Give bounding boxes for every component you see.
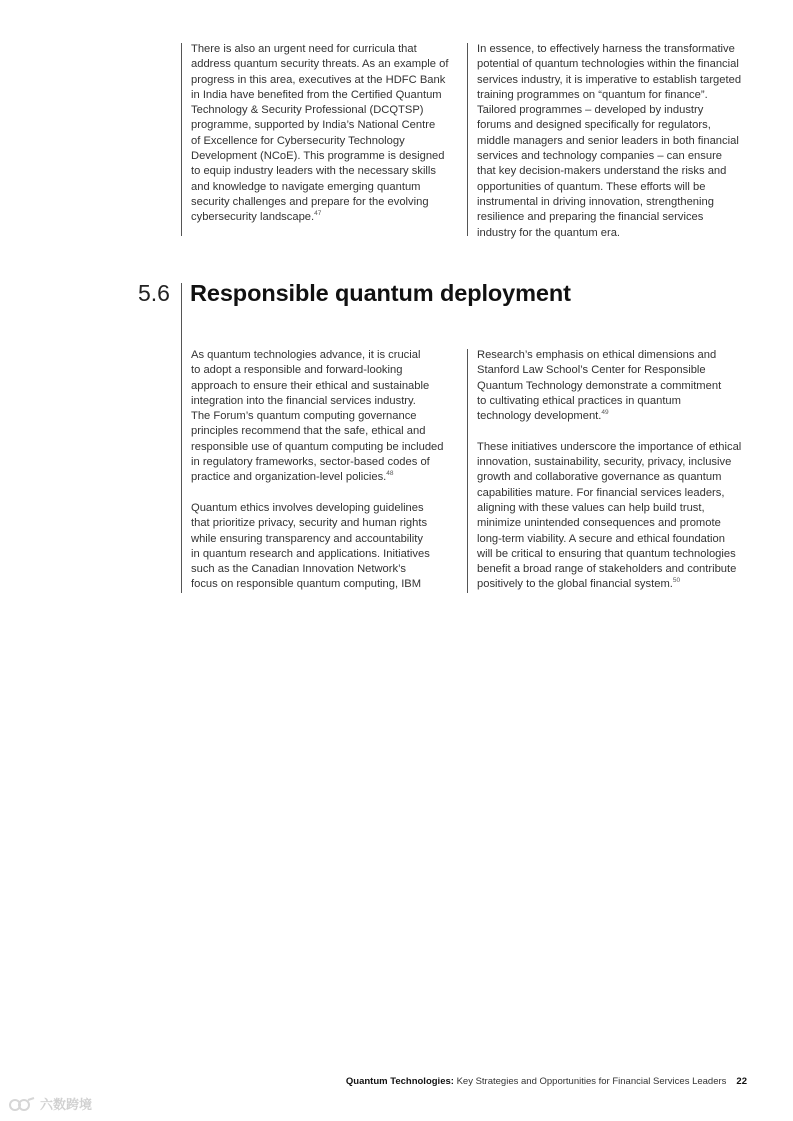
body-column-top-right bbox=[477, 42, 757, 241]
paragraph: As quantum technologies advance, it is crucial to adopt a responsible and forward-looking approach to ensure their ethical and sustainable integration into the financial services industry. The Forum’s quantum computing governance principles recommend that the safe, ethical and responsible use of quantum computing be included in regulatory frameworks, sector-based codes of practice and organization-level policies.$^{48}$ bbox=[191, 349, 444, 484]
section-heading-rule bbox=[181, 283, 182, 593]
page-number: 22 bbox=[736, 1076, 747, 1087]
paragraph: Quantum ethics involves developing guidelines that prioritize privacy, security and human rights while ensuring transparency and accountability in quantum research and applications. Initiatives such as the Canadian Innovation Network’s focus on responsible quantum computing, IBM bbox=[191, 501, 430, 591]
watermark-text: 六数跨境 bbox=[40, 1097, 93, 1112]
footnote-ref[interactable]: 50 bbox=[672, 577, 681, 585]
column-rule-top-left bbox=[181, 43, 182, 236]
section-title: Responsible quantum deployment bbox=[190, 280, 571, 306]
footer-title-bold: Quantum Technologies: bbox=[345, 1076, 454, 1087]
body-column-top-left bbox=[191, 42, 466, 226]
paragraph: In essence, to effectively harness the transformative potential of quantum technologies within the financial services industry, it is imperative to establish targeted training programmes on “quantum for finance”. Tailored programmes – developed by industry forums and designed specifically for regulators, middle managers and senior leaders in both financial services and technology companies – can ensure that key decision-makers understand the risks and opportunities of quantum. These efforts will be instrumental in driving innovation, strengthening resilience and preparing the financial services industry for the quantum era. bbox=[477, 43, 742, 239]
paragraph: These initiatives underscore the importance of ethical innovation, sustainability, security, privacy, inclusive growth and collaborative governance as quantum capabilities mature. For financial services leaders, aligning with these values can help build trust, minimize unintended consequences and promote long-term viability. A secure and ethical foundation will be critical to ensuring that quantum technologies benefit a broad range of stakeholders and contribute positively to the global financial system.$^{50}$ bbox=[477, 440, 742, 591]
column-rule-section-right bbox=[467, 349, 468, 593]
footer-title-rest: Key Strategies and Opportunities for Financial Services Leaders bbox=[453, 1076, 727, 1087]
column-rule-top-right bbox=[467, 43, 468, 236]
paragraph: Research’s emphasis on ethical dimensions and Stanford Law School’s Center for Responsible Quantum Technology demonstrate a commitment to cultivating ethical practices in quantum technology development.$^{49}$ bbox=[477, 349, 722, 423]
section-number: 5.6 bbox=[138, 280, 170, 306]
page-footer bbox=[346, 1076, 747, 1087]
footnote-ref[interactable]: 47 bbox=[314, 210, 322, 218]
body-column-section-left bbox=[191, 348, 466, 593]
paragraph: There is also an urgent need for curricula that address quantum security threats. As an example of progress in this area, executives at the HDFC Bank in India have benefited from the Certified Quantum Technology & Security Professional (DCQTSP) programme, supported by India’s National Centre of Excellence for Cybersecurity Technology Development (NCoE). This programme is designed to equip industry leaders with the necessary skills and knowledge to navigate emerging quantum security challenges and prepare for the evolving cybersecurity landscape.$^{47}$ bbox=[191, 43, 449, 224]
watermark-logo-icon bbox=[8, 1096, 36, 1112]
body-column-section-right bbox=[477, 348, 757, 593]
footnote-ref[interactable]: 49 bbox=[601, 409, 609, 417]
watermark bbox=[8, 1094, 92, 1113]
footnote-ref[interactable]: 48 bbox=[386, 470, 394, 478]
